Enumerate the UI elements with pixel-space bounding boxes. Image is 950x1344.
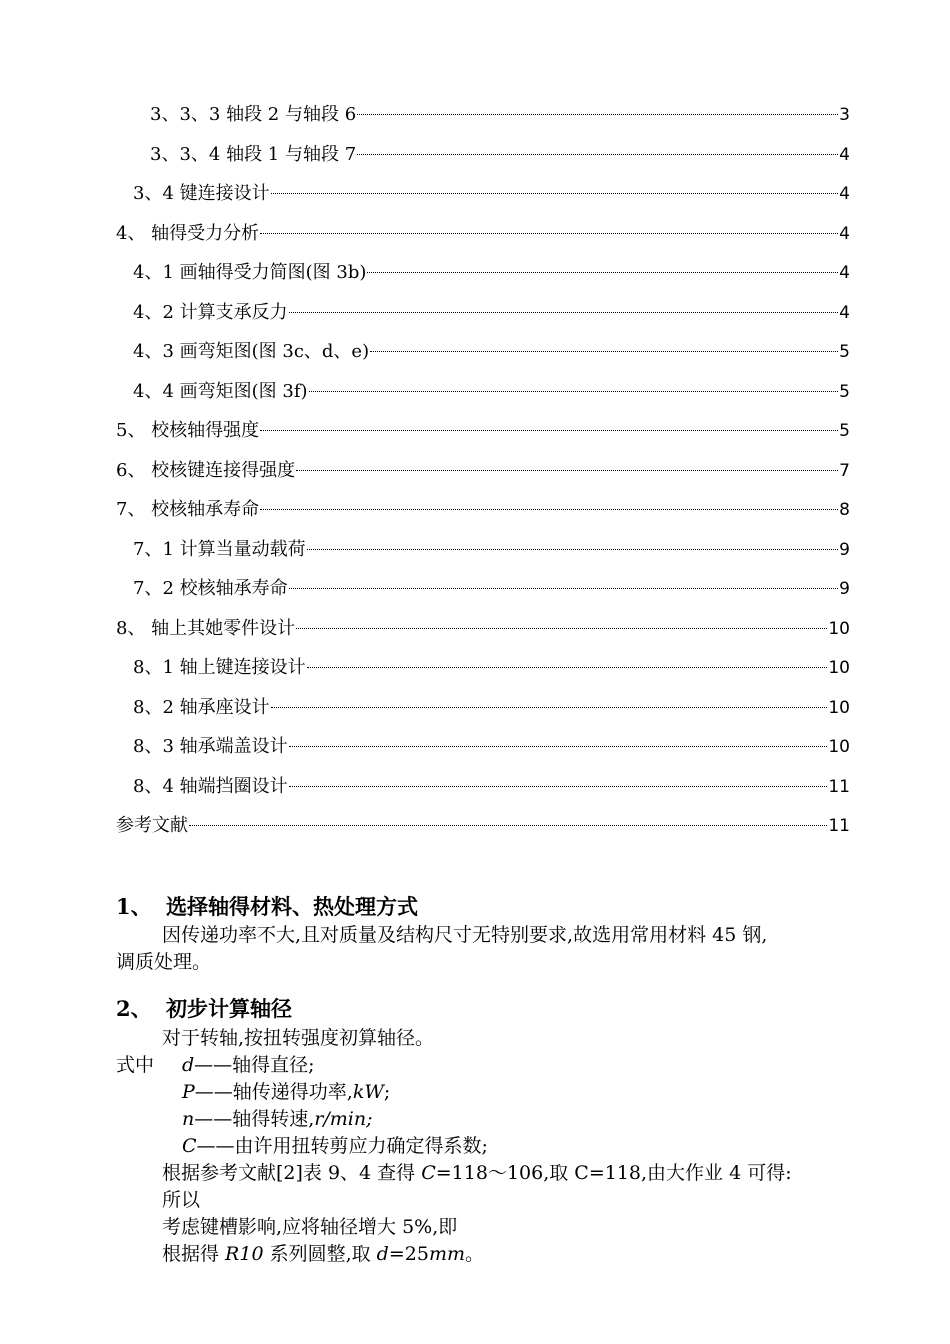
definition-n bbox=[182, 1106, 373, 1133]
section-1-number: 1、 bbox=[116, 894, 152, 919]
toc-entry[interactable] bbox=[150, 142, 850, 168]
toc-entry-page: 10 bbox=[828, 658, 850, 678]
toc-entry-label: 8、1 轴上键连接设计 bbox=[133, 657, 306, 678]
toc-entry[interactable] bbox=[133, 379, 850, 405]
unit-r-min: r/min; bbox=[314, 1108, 373, 1130]
toc-dot-leader bbox=[189, 824, 827, 826]
toc-entry-page: 4 bbox=[839, 263, 850, 283]
toc-entry-label: 8、2 轴承座设计 bbox=[133, 697, 270, 718]
toc-entry-label: 7、2 校核轴承寿命 bbox=[133, 578, 288, 599]
lookup-line-b: =118～106,取 C=118,由大作业 4 可得: bbox=[435, 1162, 792, 1184]
toc-entry[interactable] bbox=[133, 339, 850, 365]
toc-entry[interactable] bbox=[133, 260, 850, 286]
toc-entry-label: 4、4 画弯矩图(图 3f) bbox=[133, 381, 308, 402]
toc-entry-label: 4、3 画弯矩图(图 3c、d、e) bbox=[133, 341, 370, 362]
toc-dot-leader bbox=[307, 666, 828, 668]
toc-entry-page: 3 bbox=[839, 105, 850, 125]
definition-d bbox=[182, 1052, 315, 1079]
toc-entry-page: 4 bbox=[839, 184, 850, 204]
toc-entry-label: 7、 校核轴承寿命 bbox=[116, 499, 260, 520]
rounding-line-a: 根据得 bbox=[162, 1243, 226, 1265]
toc-entry[interactable] bbox=[116, 497, 850, 523]
toc-dot-leader bbox=[260, 429, 838, 431]
toc-entry-page: 4 bbox=[839, 145, 850, 165]
section-2-heading bbox=[116, 995, 292, 1023]
toc-entry[interactable] bbox=[116, 221, 850, 247]
keyway-line: 考虑键槽影响,应将轴径增大 5%,即 bbox=[162, 1216, 458, 1238]
toc-entry-page: 11 bbox=[828, 777, 850, 797]
toc-entry[interactable] bbox=[133, 695, 850, 721]
toc-entry[interactable] bbox=[133, 734, 850, 760]
toc-entry-page: 11 bbox=[828, 816, 850, 836]
toc-entry-label: 8、3 轴承端盖设计 bbox=[133, 736, 288, 757]
symbol-c: C bbox=[182, 1135, 197, 1157]
toc-entry-page: 10 bbox=[828, 698, 850, 718]
toc-entry-label: 参考文献 bbox=[116, 815, 188, 836]
toc-entry-page: 10 bbox=[828, 737, 850, 757]
toc-entry-page: 8 bbox=[839, 500, 850, 520]
toc-entry[interactable] bbox=[133, 300, 850, 326]
toc-entry[interactable] bbox=[116, 458, 850, 484]
toc-dot-leader bbox=[296, 627, 827, 629]
rounding-symbol-d: d bbox=[376, 1243, 389, 1265]
toc-entry[interactable] bbox=[116, 616, 850, 642]
toc-entry-label: 8、4 轴端挡圈设计 bbox=[133, 776, 288, 797]
toc-entry-label: 8、 轴上其她零件设计 bbox=[116, 618, 296, 639]
toc-dot-leader bbox=[271, 192, 839, 194]
toc-entry-label: 3、4 键连接设计 bbox=[133, 183, 270, 204]
toc-entry-label: 3、3、3 轴段 2 与轴段 6 bbox=[150, 104, 357, 125]
section-2-title: 初步计算轴径 bbox=[166, 996, 292, 1021]
section-2-number: 2、 bbox=[116, 996, 152, 1021]
section-1-body-line-2: 调质处理。 bbox=[116, 951, 212, 973]
rounding-end: 。 bbox=[464, 1243, 484, 1265]
toc-entry-page: 4 bbox=[839, 303, 850, 323]
definition-p bbox=[182, 1079, 390, 1106]
toc-entry[interactable] bbox=[116, 418, 850, 444]
rounding-line bbox=[162, 1241, 484, 1268]
toc-entry-page: 7 bbox=[839, 461, 850, 481]
symbol-d: d bbox=[182, 1054, 195, 1076]
definition-c bbox=[182, 1133, 488, 1160]
toc-dot-leader bbox=[289, 311, 839, 313]
toc-entry-page: 10 bbox=[828, 619, 850, 639]
definition-d-text: ——轴得直径; bbox=[194, 1054, 315, 1076]
section-1-heading bbox=[116, 893, 418, 921]
toc-entry[interactable] bbox=[150, 102, 850, 128]
toc-dot-leader bbox=[260, 232, 838, 234]
section-2-intro: 对于转轴,按扭转强度初算轴径。 bbox=[162, 1027, 435, 1049]
toc-entry-label: 6、 校核键连接得强度 bbox=[116, 460, 296, 481]
toc-dot-leader bbox=[357, 153, 838, 155]
toc-dot-leader bbox=[260, 508, 838, 510]
toc-entry-page: 5 bbox=[839, 421, 850, 441]
toc-entry[interactable] bbox=[133, 655, 850, 681]
toc-entry[interactable] bbox=[133, 181, 850, 207]
toc-dot-leader bbox=[357, 113, 838, 115]
toc-entry-label: 4、1 画轴得受力简图(图 3b) bbox=[133, 262, 367, 283]
section-1-title: 选择轴得材料、热处理方式 bbox=[166, 894, 418, 919]
toc-entry[interactable] bbox=[133, 576, 850, 602]
definition-p-tail: ; bbox=[383, 1081, 391, 1103]
toc-entry-page: 9 bbox=[839, 540, 850, 560]
toc-entry-page: 5 bbox=[839, 342, 850, 362]
rounding-value: =25 bbox=[388, 1243, 429, 1265]
symbol-n: n bbox=[182, 1108, 195, 1130]
definition-c-text: ——由许用扭转剪应力确定得系数; bbox=[196, 1135, 488, 1157]
lookup-line-a: 根据参考文献[2]表 9、4 查得 bbox=[162, 1162, 422, 1184]
so-line: 所以 bbox=[162, 1189, 201, 1211]
unit-kw: kW bbox=[352, 1081, 384, 1103]
where-label: 式中 bbox=[116, 1054, 155, 1076]
toc-dot-leader bbox=[367, 271, 838, 273]
unit-mm: mm bbox=[428, 1243, 465, 1265]
definition-p-text: ——轴传递得功率, bbox=[194, 1081, 353, 1103]
toc-entry[interactable] bbox=[133, 774, 850, 800]
series-r10: R10 bbox=[225, 1243, 264, 1265]
toc-entry-label: 7、1 计算当量动载荷 bbox=[133, 539, 306, 560]
toc-entry-label: 5、 校核轴得强度 bbox=[116, 420, 260, 441]
rounding-line-b: 系列圆整,取 bbox=[263, 1243, 377, 1265]
toc-entry[interactable] bbox=[116, 813, 850, 839]
toc-entry-page: 9 bbox=[839, 579, 850, 599]
lookup-symbol-c: C bbox=[421, 1162, 436, 1184]
toc-dot-leader bbox=[289, 745, 828, 747]
toc-dot-leader bbox=[296, 469, 838, 471]
toc-entry[interactable] bbox=[133, 537, 850, 563]
toc-dot-leader bbox=[271, 706, 828, 708]
toc-dot-leader bbox=[289, 587, 839, 589]
lookup-line bbox=[162, 1160, 792, 1187]
toc-entry-page: 4 bbox=[839, 224, 850, 244]
toc-dot-leader bbox=[289, 785, 828, 787]
symbol-p: P bbox=[182, 1081, 195, 1103]
toc-entry-label: 4、2 计算支承反力 bbox=[133, 302, 288, 323]
toc-entry-page: 5 bbox=[839, 382, 850, 402]
section-1-body-line-1: 因传递功率不大,且对质量及结构尺寸无特别要求,故选用常用材料 45 钢, bbox=[162, 924, 768, 946]
toc-entry-label: 3、3、4 轴段 1 与轴段 7 bbox=[150, 144, 357, 165]
definition-n-text: ——轴得转速, bbox=[194, 1108, 315, 1130]
toc-dot-leader bbox=[309, 390, 839, 392]
toc-dot-leader bbox=[307, 548, 839, 550]
toc-entry-label: 4、 轴得受力分析 bbox=[116, 223, 260, 244]
toc-dot-leader bbox=[370, 350, 838, 352]
